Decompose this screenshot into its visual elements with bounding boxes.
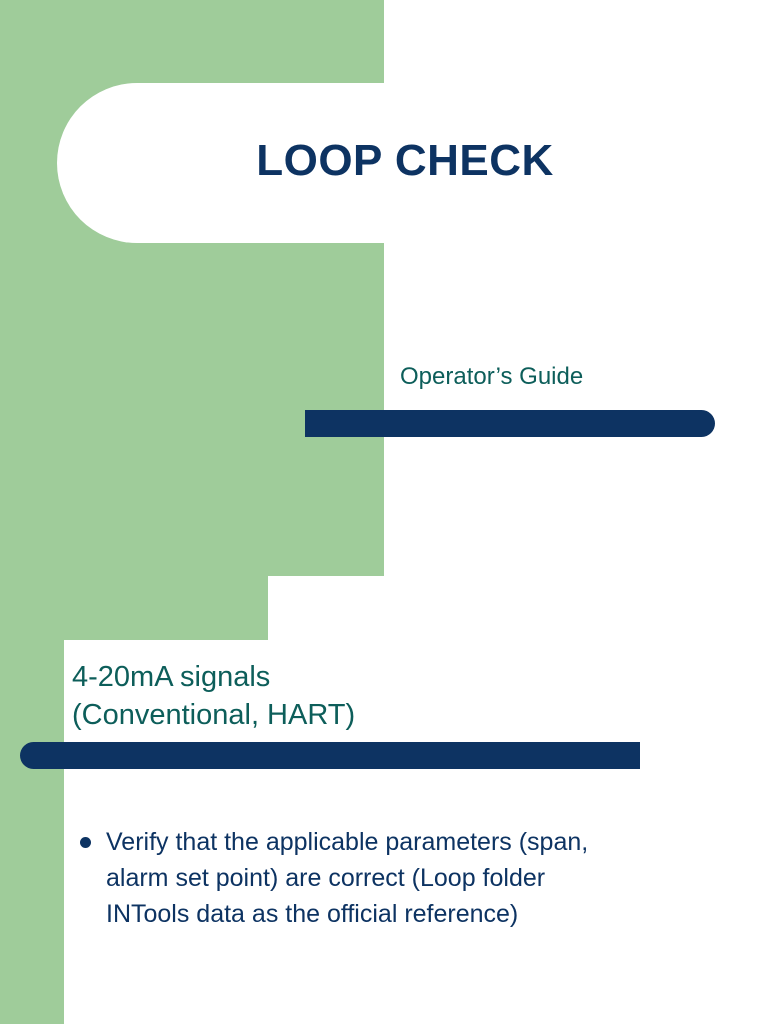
decorative-bar (305, 410, 715, 437)
bullet-text-line-1: Verify that the applicable parameters (span, (106, 828, 589, 856)
slide-title: LOOP CHECK (256, 136, 554, 185)
decorative-bar (20, 742, 640, 769)
green-side-strip (0, 576, 64, 1024)
bullet-item (78, 824, 718, 932)
bullet-text-line-3: INTools data as the official reference) (106, 900, 519, 928)
bullet-list (78, 824, 718, 932)
slide-heading-line-2: (Conventional, HART) (72, 699, 356, 731)
slide-subtitle: Operator’s Guide (400, 363, 584, 390)
slide-heading-line-1: 4-20mA signals (72, 661, 271, 693)
bullet-text-line-2: alarm set point) are correct (Loop folder (106, 864, 546, 892)
green-top-block (0, 576, 268, 640)
slide-2 (0, 576, 768, 1024)
slide-heading (72, 658, 355, 734)
bullet-dot-icon (80, 837, 91, 848)
